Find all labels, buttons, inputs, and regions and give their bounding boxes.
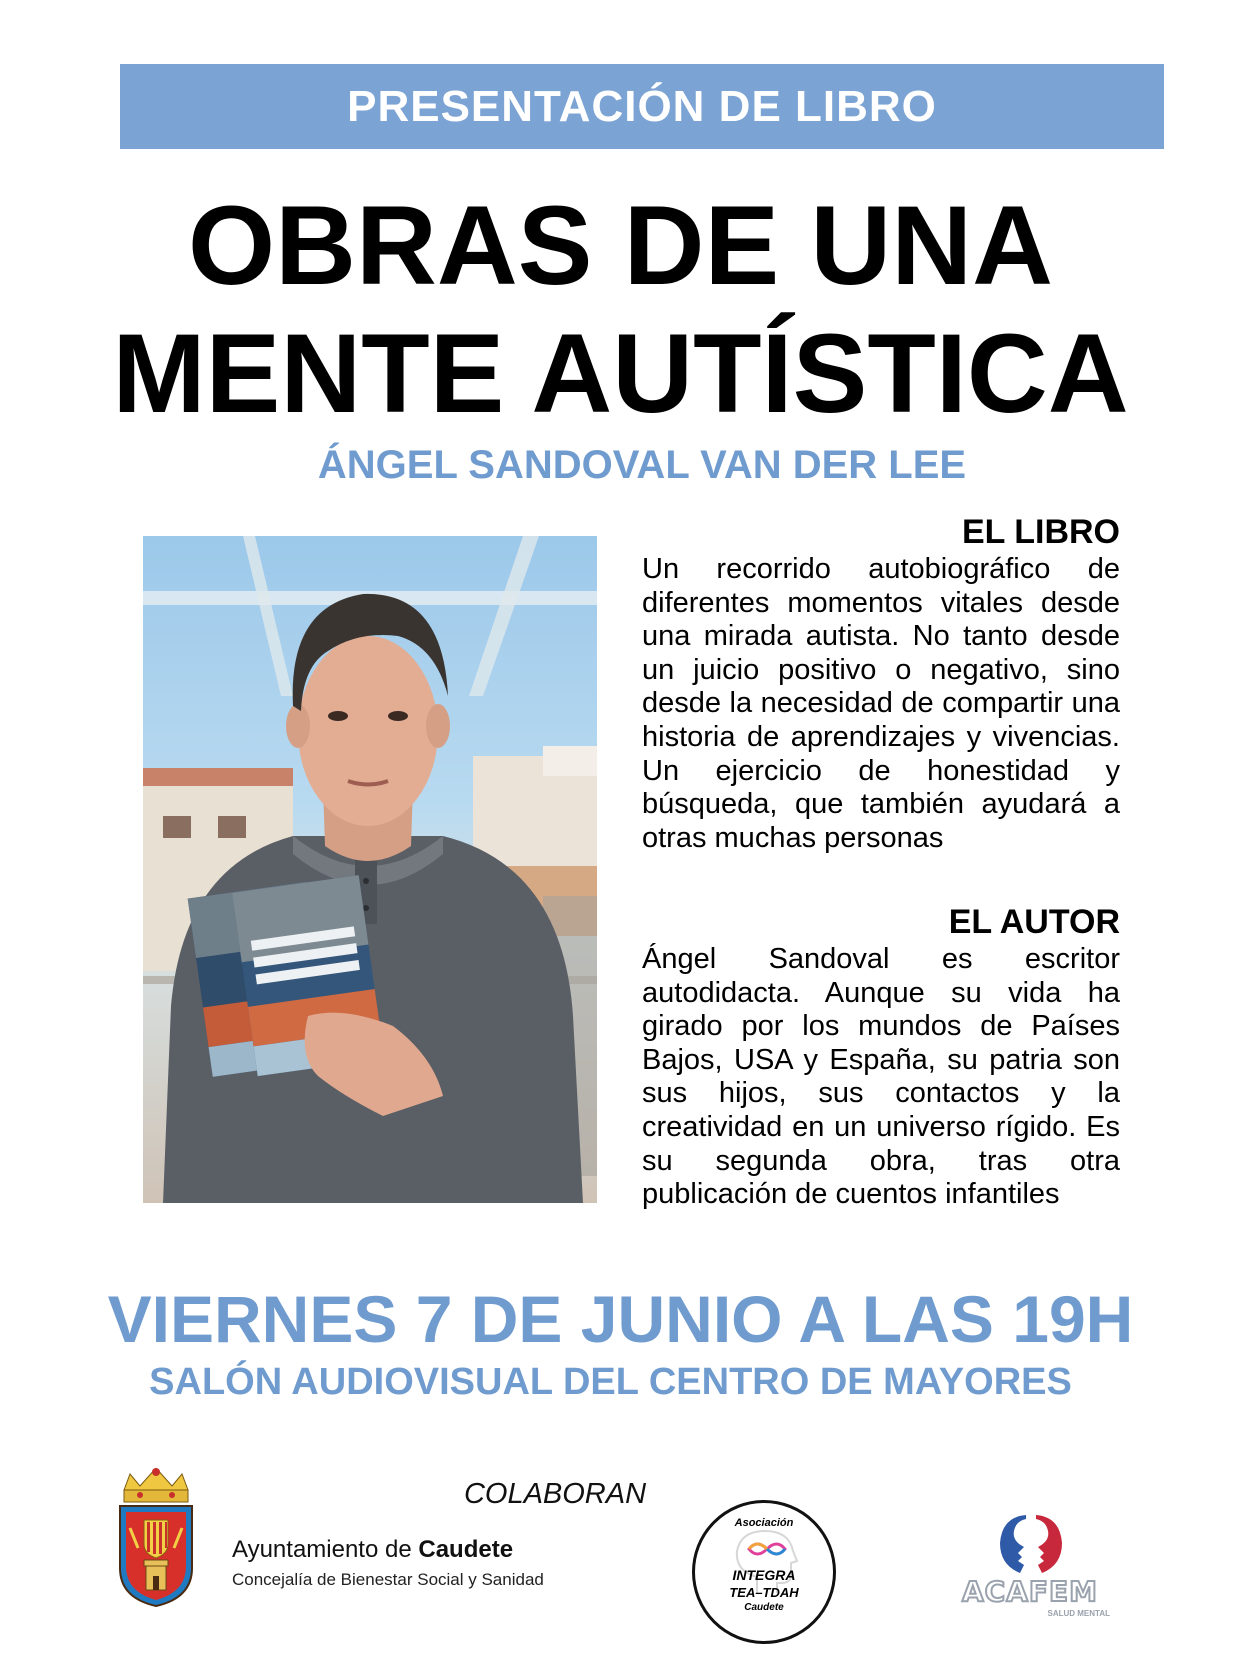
ayuntamiento-prefix: Ayuntamiento de (232, 1536, 419, 1563)
ayuntamiento-name (232, 1536, 513, 1564)
event-venue: SALÓN AUDIOVISUAL DEL CENTRO DE MAYORES (149, 1361, 1072, 1403)
author-section-heading: EL AUTOR (948, 903, 1120, 941)
banner-title: PRESENTACIÓN DE LIBRO (347, 81, 937, 131)
caudete-coat-of-arms-icon (116, 1468, 196, 1608)
integra-assoc-label: Asociación (734, 1517, 794, 1529)
book-section-text: Un recorrido autobiográfico de diferentes momentos vitales desde una mirada autista. No tanto desde un juicio positivo o negativo, sino desde la necesidad de compartir una historia de aprendizajes y vivencias. Un ejercicio de honestidad y búsqueda, que también ayudará a otras muchas personas (642, 553, 1120, 854)
collaborators-label: COLABORAN (463, 1478, 647, 1510)
header-banner (120, 64, 1164, 149)
book-title-line-2: MENTE AUTÍSTICA (112, 311, 1129, 436)
two-faces-profile-icon (996, 1513, 1066, 1577)
author-name: ÁNGEL SANDOVAL VAN DER LEE (317, 443, 967, 487)
integra-name: INTEGRA (732, 1567, 796, 1583)
concejalia-name: Concejalía de Bienestar Social y Sanidad (232, 1570, 544, 1589)
ayuntamiento-town: Caudete (418, 1536, 514, 1563)
author-section-text: Ángel Sandoval es escritor autodidacta. Aunque su vida ha girado por los mundos de Países Bajos, USA y España, su patria son sus hijos, sus contactos y la creatividad en un universo rígido. Es su segunda obra, tras otra publicación de cuentos infantiles (642, 943, 1120, 1211)
integra-logo (692, 1500, 836, 1644)
integra-town: Caudete (744, 1602, 784, 1613)
acafem-name: ACAFEM (961, 1575, 1098, 1608)
integra-sub: TEA–TDAH (729, 1585, 799, 1600)
event-date: VIERNES 7 DE JUNIO A LAS 19H (107, 1282, 1134, 1356)
book-section-heading: EL LIBRO (961, 513, 1120, 551)
acafem-subtitle: SALUD MENTAL (1047, 1609, 1110, 1618)
author-photo-illustration (143, 536, 597, 1203)
author-photo (143, 536, 597, 1203)
book-title-line-1: OBRAS DE UNA (188, 183, 1053, 308)
